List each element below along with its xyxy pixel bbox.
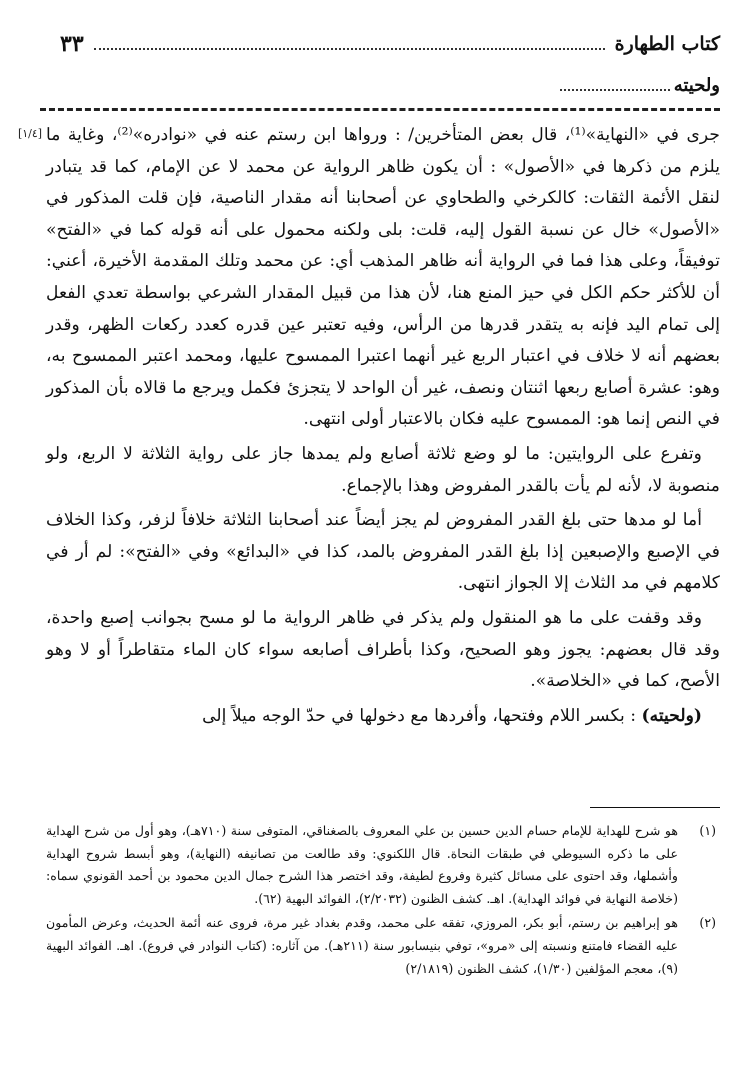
footnote-line: (٧١٠هـ)، وهو أول من شرح الهداية على ما ذكره السيوطي في طبقات النحاة. قال اللكنوي: — [46, 823, 678, 861]
text-line: يتقدر قدرها من الرأس، وفيه تعتبر عين قدره كعدد ركعات الظهر، وقدر بعضهم أنه لا — [46, 314, 720, 367]
text-line: وهو: عشرة أصابع ربعها اثنتان ونصف، غير أن الواحد لا يتجزئ فكمل ويرجع ما — [172, 377, 720, 398]
text-line: الناصية، فإن قلت المذكور في «الأصول» خال عن نسبة القول إليه، قلت: بلى ولكنه — [46, 188, 720, 240]
paragraph-4 — [46, 603, 720, 698]
paragraph-2 — [46, 439, 720, 502]
text-line: أما لو مدها حتى بلغ القدر المفروض لم يجز أيضاً عند أصحابنا الثلاثة خلافاً — [181, 510, 702, 531]
text-line: وتفرع على الروايتين: ما لو وضع ثلاثة أصابع ولم يمدها جاز على رواية الثلاثة — [140, 443, 702, 464]
footnote-line: (خلاصة النهاية في فوائد الهداية). اهـ. كشف الظنون (٢/٢٠٣٢)، الفوائد البهية (٦٢). — [254, 890, 678, 906]
text-line: كما قد يتبادر لنقل الأئمة الثقات: كالكرخي والطحاوي عن أصحابنا أنه مقدار — [46, 156, 720, 209]
footnote-line: وقد طالعت من تصانيفه (النهاية)، وهو أبسط شروح الهداية وأشملها، وقد احتوى على مسائل — [46, 845, 678, 884]
running-title: كتاب الطهارة — [614, 33, 720, 55]
manuscript-folio-reference: [١/٤] — [17, 127, 43, 140]
text-line: لا الربع، ولو منصوبة لا، لأنه لم يأت بالقدر المفروض وهذا بالإجماع. — [46, 443, 720, 496]
footnotes — [46, 820, 716, 980]
inline-lemma: (ولحيته) — [641, 705, 702, 726]
footnote-line: هو شرح للهداية للإمام حسام الدين حسين بن علي المعروف بالصغناقي، المتوفى سنة — [230, 823, 678, 838]
paragraph-3 — [46, 505, 720, 600]
running-header — [60, 30, 720, 58]
text-line: محمول على أنه قوله كما في «الفتح» توفيقاً، وعلى هذا فما في الرواية أنه ظاهر — [46, 219, 720, 272]
lemma-dotted-leader — [560, 88, 670, 91]
text-line: : بكسر اللام وفتحها، وأفردها مع دخولها في حدّ الوجه ميلاً إلى — [202, 705, 637, 726]
footnote-body — [46, 912, 678, 980]
text-line: لزفر، وكذا الخلاف في الإصبع والإصبعين إذا بلغ القدر المفروض بالمد، كذا في — [46, 510, 720, 562]
text-line: الماء متقاطراً أو لا وهو الأصح، كما في «الخلاصة». — [46, 639, 720, 692]
paragraph-1 — [46, 120, 720, 436]
lemma-heading: ولحيته — [673, 74, 720, 96]
text-line: وغاية ما يلزم من ذكرها في «الأصول» : أن يكون ظاهر الرواية عن محمد لا عن الإمام، — [46, 125, 721, 177]
text-line: جرى في «النهاية»⁽¹⁾، قال بعض المتأخرين/ : ورواها ابن رستم عنه في «نوادره»⁽²⁾، — [111, 125, 721, 145]
footnote-separator — [590, 807, 720, 808]
text-line: وقد وقفت على ما هو المنقول ولم يذكر في ظاهر الرواية ما لو مسح بجوانب — [140, 607, 703, 628]
text-line: «البدائع» وفي «الفتح»: لم أر في كلامهم في مد الثلاث إلا الجواز انتهى. — [46, 541, 720, 594]
dashed-separator — [40, 108, 720, 111]
main-commentary-text — [46, 120, 720, 732]
footnote-line: الظنون (٢/١٨١٩) — [405, 960, 495, 976]
footnote-body — [46, 820, 678, 910]
text-line: المذهب أي: عن محمد وتلك المقدمة الأخيرة، أعني: أن للأكثر حكم الكل في حيز — [46, 251, 720, 303]
paragraph-5 — [46, 701, 720, 733]
header-dotted-leader — [94, 47, 605, 50]
footnote-line: من آثاره: (كتاب النوادر في فروع). اهـ. الفوائد البهية (٩)، معجم المؤلفين (١/٣٠)، كشف — [46, 937, 678, 976]
footnote-line: هو إبراهيم بن رستم، أبو بكر، المروزي، تفقه على محمد، وقدم بغداد غير مرة، فروى عنه أئمة — [179, 915, 678, 931]
footnote-2 — [46, 912, 716, 980]
footnote-line: كثيرة وفروع لطيفة، وقد اختصر هذا الشرح جمال الدين محمود بن أحمد القونوي سماه: — [46, 868, 503, 884]
page-number: ٣٣ — [60, 31, 84, 57]
footnote-number: (٢) — [699, 915, 716, 931]
text-line: خلاف في اعتبار الربع غير أنهما اعتبرا الممسوح عليها، ومحمد اعتبر الممسوح به، — [46, 346, 625, 367]
text-line: المنع هنا، لأن هذا من قبيل المقدار الشرعي بواسطة تعدي الفعل إلى تمام اليد فإنه به — [46, 282, 721, 335]
footnote-line: الحديث، وعرض المأمون عليه القضاء فامتنع ونسبته إلى «مرو»، توفي بنيسابور سنة (٢١١هـ). — [46, 915, 678, 953]
text-line: قالاه بأن المذكور في النص إنما هو: الممسوح عليه فكان بالاعتبار أولى انتهى. — [46, 377, 720, 430]
text-line: إصبع واحدة، وقد قال بعضهم: يجوز وهو الصحيح، وكذا بأطراف أصابعه سواء كان — [46, 607, 721, 660]
footnote-1 — [46, 820, 716, 910]
footnote-number: (١) — [699, 823, 716, 838]
lemma-heading-line — [60, 70, 720, 100]
